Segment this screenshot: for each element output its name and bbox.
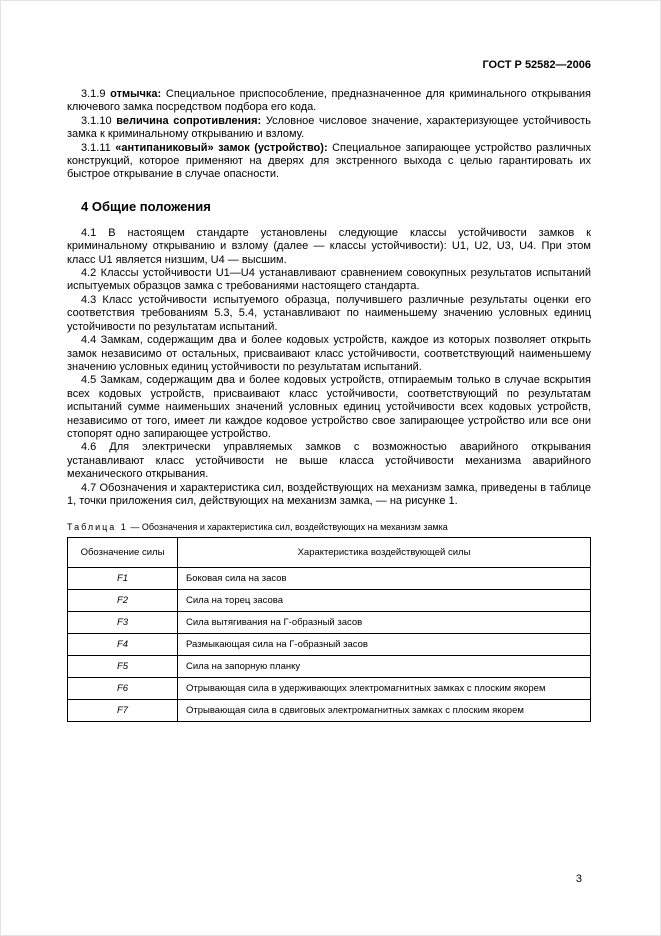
paragraph-4-7: 4.7 Обозначения и характеристика сил, воздействующих на механизм замка, приведены в таблице 1, точки приложения сил, действующих на механизм замка, — на рисунке 1.: [67, 481, 591, 507]
definition-text: Специальное запирающее устройство различных конструкций, которое применяют на дверях для экстренного выхода с целью гарантировать их быстрое открывание в случае опасности.: [67, 141, 591, 181]
column-header-description: Характеристика воздействующей силы: [178, 538, 591, 568]
paragraph-4-4: 4.4 Замкам, содержащим два и более кодовых устройств, каждое из которых позволяет открыть замок независимо от остальных, присваивают класс устойчивости, соответствующий наименьшему значению условных единиц устойчивости по результатам испытаний.: [67, 334, 591, 373]
force-cell: F4: [68, 634, 178, 656]
table-row: [68, 568, 591, 590]
table-row: [68, 634, 591, 656]
paragraph-3-1-10: [67, 115, 591, 142]
table-caption: [67, 522, 591, 532]
page-number: 3: [575, 873, 582, 885]
clause-number: 3.1.11: [81, 141, 111, 154]
term-bold: величина сопротивления:: [116, 114, 262, 127]
section-title: 4 Общие положения: [81, 198, 211, 214]
definition-text: Условное числовое значение, характеризующее устойчивость замка к криминальному открыванию и взлому.: [67, 114, 592, 141]
force-cell: F3: [68, 612, 178, 634]
force-cell: F5: [68, 656, 178, 678]
table-row: [68, 700, 591, 722]
paragraph-3-1-9: [67, 88, 591, 115]
description-cell: Боковая сила на засов: [178, 568, 591, 590]
table-row: [68, 656, 591, 678]
definition-text: Специальное приспособление, предназначенное для криминального открывания ключевого замка посредством подбора его кода.: [67, 88, 591, 114]
force-cell: F7: [68, 700, 178, 722]
force-cell: F1: [68, 568, 178, 590]
forces-table: [67, 537, 591, 722]
term-bold: «антипаниковый» замок (устройство):: [115, 141, 328, 154]
paragraph-4-6: 4.6 Для электрически управляемых замков с возможностью аварийного открывания устанавливают класс устойчивости не выше класса устойчивости механизма аварийного механического открывания.: [67, 441, 591, 481]
paragraph-3-1-11: [67, 142, 591, 182]
description-cell: Отрывающая сила в удерживающих электромагнитных замках с плоским якорем: [178, 678, 591, 700]
forces-table-head: [68, 538, 591, 568]
column-header-force: Обозначение силы: [68, 538, 178, 568]
clause-number: 3.1.9: [81, 88, 106, 100]
description-cell: Сила на запорную планку: [178, 656, 591, 678]
paragraph-4-3: 4.3 Класс устойчивости испытуемого образца, получившего различные результаты оценки его соответствия требованиям 5.3, 5.4, устанавливают по наименьшему значению условных единиц устойчивости по результатам испытаний.: [67, 293, 591, 333]
table-caption-label: Таблица 1: [67, 522, 128, 533]
table-row: [68, 590, 591, 612]
force-cell: F2: [68, 590, 178, 612]
paragraph-4-2: 4.2 Классы устойчивости U1—U4 устанавливают сравнением совокупных результатов испытаний испытуемых образцов замка с требованиями настоящего стандарта.: [67, 267, 591, 293]
paragraph-4-5: 4.5 Замкам, содержащим два и более кодовых устройств, отпираемым только в случае вскрытия всех кодовых устройств, присваивают класс устойчивости, соответствующий по результатам испытаний сумме наименьших значений условных единиц устойчивости всех кодовых устройств, независимо от того, имеет ли каждое кодовое устройство свое запирающее устройство или все они стопорят одно запирающее устройство.: [67, 374, 591, 440]
description-cell: Размыкающая сила на Г-образный засов: [178, 634, 591, 656]
doc-code: ГОСТ Р 52582—2006: [482, 59, 591, 71]
page-content: [67, 59, 591, 722]
description-cell: Сила на торец засова: [178, 590, 591, 612]
force-cell: F6: [68, 678, 178, 700]
paragraph-4-1: 4.1 В настоящем стандарте установлены следующие классы устойчивости замков к криминальному открыванию и взлому (далее — классы устойчивости): U1, U2, U3, U4. При этом класс U1 является низшим, U4 — высшим.: [67, 226, 591, 266]
table-row: [68, 612, 591, 634]
description-cell: Сила вытягивания на Г-образный засов: [178, 612, 591, 634]
clause-number: 3.1.10: [81, 114, 112, 127]
description-cell: Отрывающая сила в сдвиговых электромагнитных замках с плоским якорем: [178, 700, 591, 722]
table-caption-text: — Обозначения и характеристика сил, воздействующих на механизм замка: [130, 522, 448, 533]
term-bold: отмычка:: [110, 88, 162, 100]
header-row: [68, 538, 591, 568]
forces-table-body: [68, 568, 591, 722]
table-row: [68, 678, 591, 700]
